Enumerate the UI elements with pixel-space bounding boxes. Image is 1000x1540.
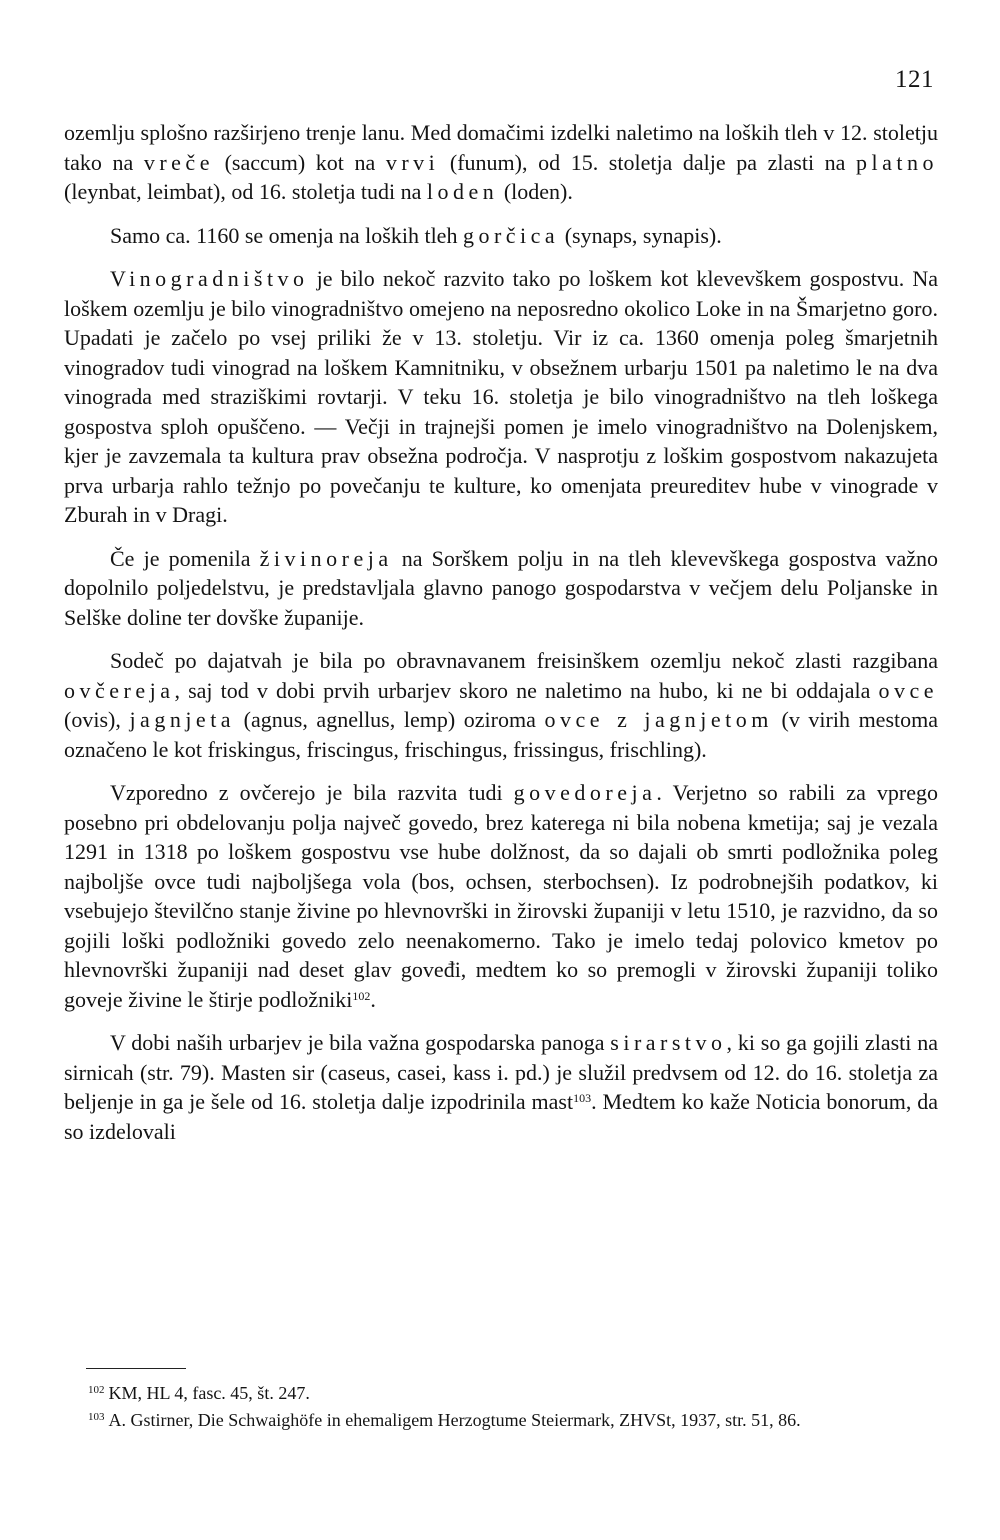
footnote: $^{102}$ KM, HL 4, fasc. 45, št. 247. bbox=[88, 1383, 310, 1403]
spaced-term: Vinogradništvo bbox=[110, 266, 309, 291]
spaced-term: vreče bbox=[143, 149, 214, 175]
spaced-term: živinoreja bbox=[259, 545, 393, 571]
spaced-term: ovce z jagnjetom bbox=[544, 707, 773, 732]
spaced-term: ovčereja bbox=[64, 677, 175, 703]
spaced-term: govedoreja bbox=[513, 780, 657, 805]
paragraph-6: Vzporedno z ovčerejo je bila razvita tudi govedoreja. Verjetno so rabili za vprego posebno pri obdelovanju polja največ govedo, brez katerega ni bila nobena kmetija; saj je vezala 1291 in 1318 po loškem gospostvu vse hube dolžnost, da so dajali ob smrti podložnika poleg najboljše ovce tudi najboljšega vola (bos, ochsen, sterbochsen). Iz podrobnejših podatkov, ki vsebujejo številčno stanje živine po hlevnovrški in žirovski županiji v letu 1510, je razvidno, da so gojili loški podložniki govedo zelo neenakomerno. Tako je imelo tedaj polovico kmetov po hlevnovrški županiji nad deset glav goveđi, medtem ko so premogli v žirovski županiji toliko goveje živine le štirje podložniki$^{102}$. bbox=[64, 780, 938, 1012]
paragraph-5: Sodeč po dajatvah je bila po obravnavanem freisinškem ozemlju nekoč zlasti razgibana ovčereja, saj tod v dobi prvih urbarjev skoro ne naletimo na hubo, ki ne bi oddajala ovce (ovis), jagnjeta (agnus, agnellus, lemp) oziroma ovce z jagnjetom (v virih mestoma označeno le kot friskingus, friscingus, frischingus, frissingus, frischling). bbox=[64, 648, 939, 762]
spaced-term: ovce bbox=[878, 677, 938, 703]
footnote-ref: 102 bbox=[352, 988, 371, 1003]
footnotes bbox=[64, 1380, 938, 1434]
footnote-mark: 103 bbox=[88, 1411, 105, 1423]
paragraph-2: Samo ca. 1160 se omenja na loških tleh gorčica (synaps, synapis). bbox=[110, 222, 722, 248]
footnote: $^{103}$ A. Gstirner, Die Schwaighöfe in ehemaligem Herzogtume Steiermark, ZHVSt, 1937, str. 51, 86. bbox=[88, 1410, 801, 1430]
paragraph-4: Če je pomenila živinoreja na Sorškem polju in na tleh klevevškega gospostva važno dopolnilo poljedelstvu, je predstavljala glavno panogo gospodarstva v večjem delu Poljanske in Selške doline ter dovške županije. bbox=[64, 545, 938, 630]
spaced-term: loden bbox=[426, 179, 499, 204]
footnote-divider bbox=[86, 1368, 186, 1369]
paragraph-7: V dobi naših urbarjev je bila važna gospodarska panoga sirarstvo, ki so ga gojili zlasti na sirnicah (str. 79). Masten sir (caseus, casei, kass i. pd.) je služil predvsem od 12. do 16. stoletja za beljenje in ga je šele od 16. stoletja dalje izpodrinila mast$^{103}$. Medtem ko kaže Noticia bonorum, da so izdelovali bbox=[64, 1030, 938, 1144]
footnote-mark: 102 bbox=[88, 1384, 105, 1396]
footnote-ref: 103 bbox=[573, 1091, 592, 1105]
paragraph-3: Vinogradništvo je bilo nekoč razvito tako po loškem kot klevevškem gospostvu. Na loškem ozemlju je bilo vinogradništvo omejeno na neposredno okolico Loke in na Šmarjetno goro. Upadati je začelo po vsej priliki že v 13. stoletju. Vir iz ca. 1360 omenja poleg šmarjetnih vinogradov tudi vinograd na loškem Kamnitniku, v obsežnem urbarju 1501 pa naletimo le na dva vinograda med straziškimi rovtarji. V teku 16. stoletja je bilo vinogradništvo na tleh loškega gospostva sploh opuščeno. — Večji in trajnejši pomen je imelo vinogradništvo na Dolenjskem, kjer je zavzemala ta kultura prav obsežna področja. V nasprotju z loškim gospostvom nakazujeta prva urbarja rahlo težnjo po povečanju te kulture, ko omenjata preureditev hube v vinograde v Zburah in v Dragi. bbox=[64, 266, 938, 527]
spaced-term: vrvi bbox=[385, 149, 440, 175]
paragraph-1: ozemlju splošno razširjeno trenje lanu. Med domačimi izdelki naletimo na loških tleh v 12. stoletju tako na vreče (saccum) kot na vrvi (funum), od 15. stoletja dalje pa zlasti na platno (leynbat, leimbat), od 16. stoletja tudi na loden (loden). bbox=[64, 120, 939, 204]
spaced-term: jagnjeta bbox=[129, 707, 236, 732]
page-number: 121 bbox=[895, 66, 934, 93]
body-text bbox=[64, 118, 938, 1160]
spaced-term: gorčica bbox=[462, 222, 560, 248]
spaced-term: platno bbox=[856, 149, 939, 175]
spaced-term: sirarstvo bbox=[610, 1030, 727, 1055]
